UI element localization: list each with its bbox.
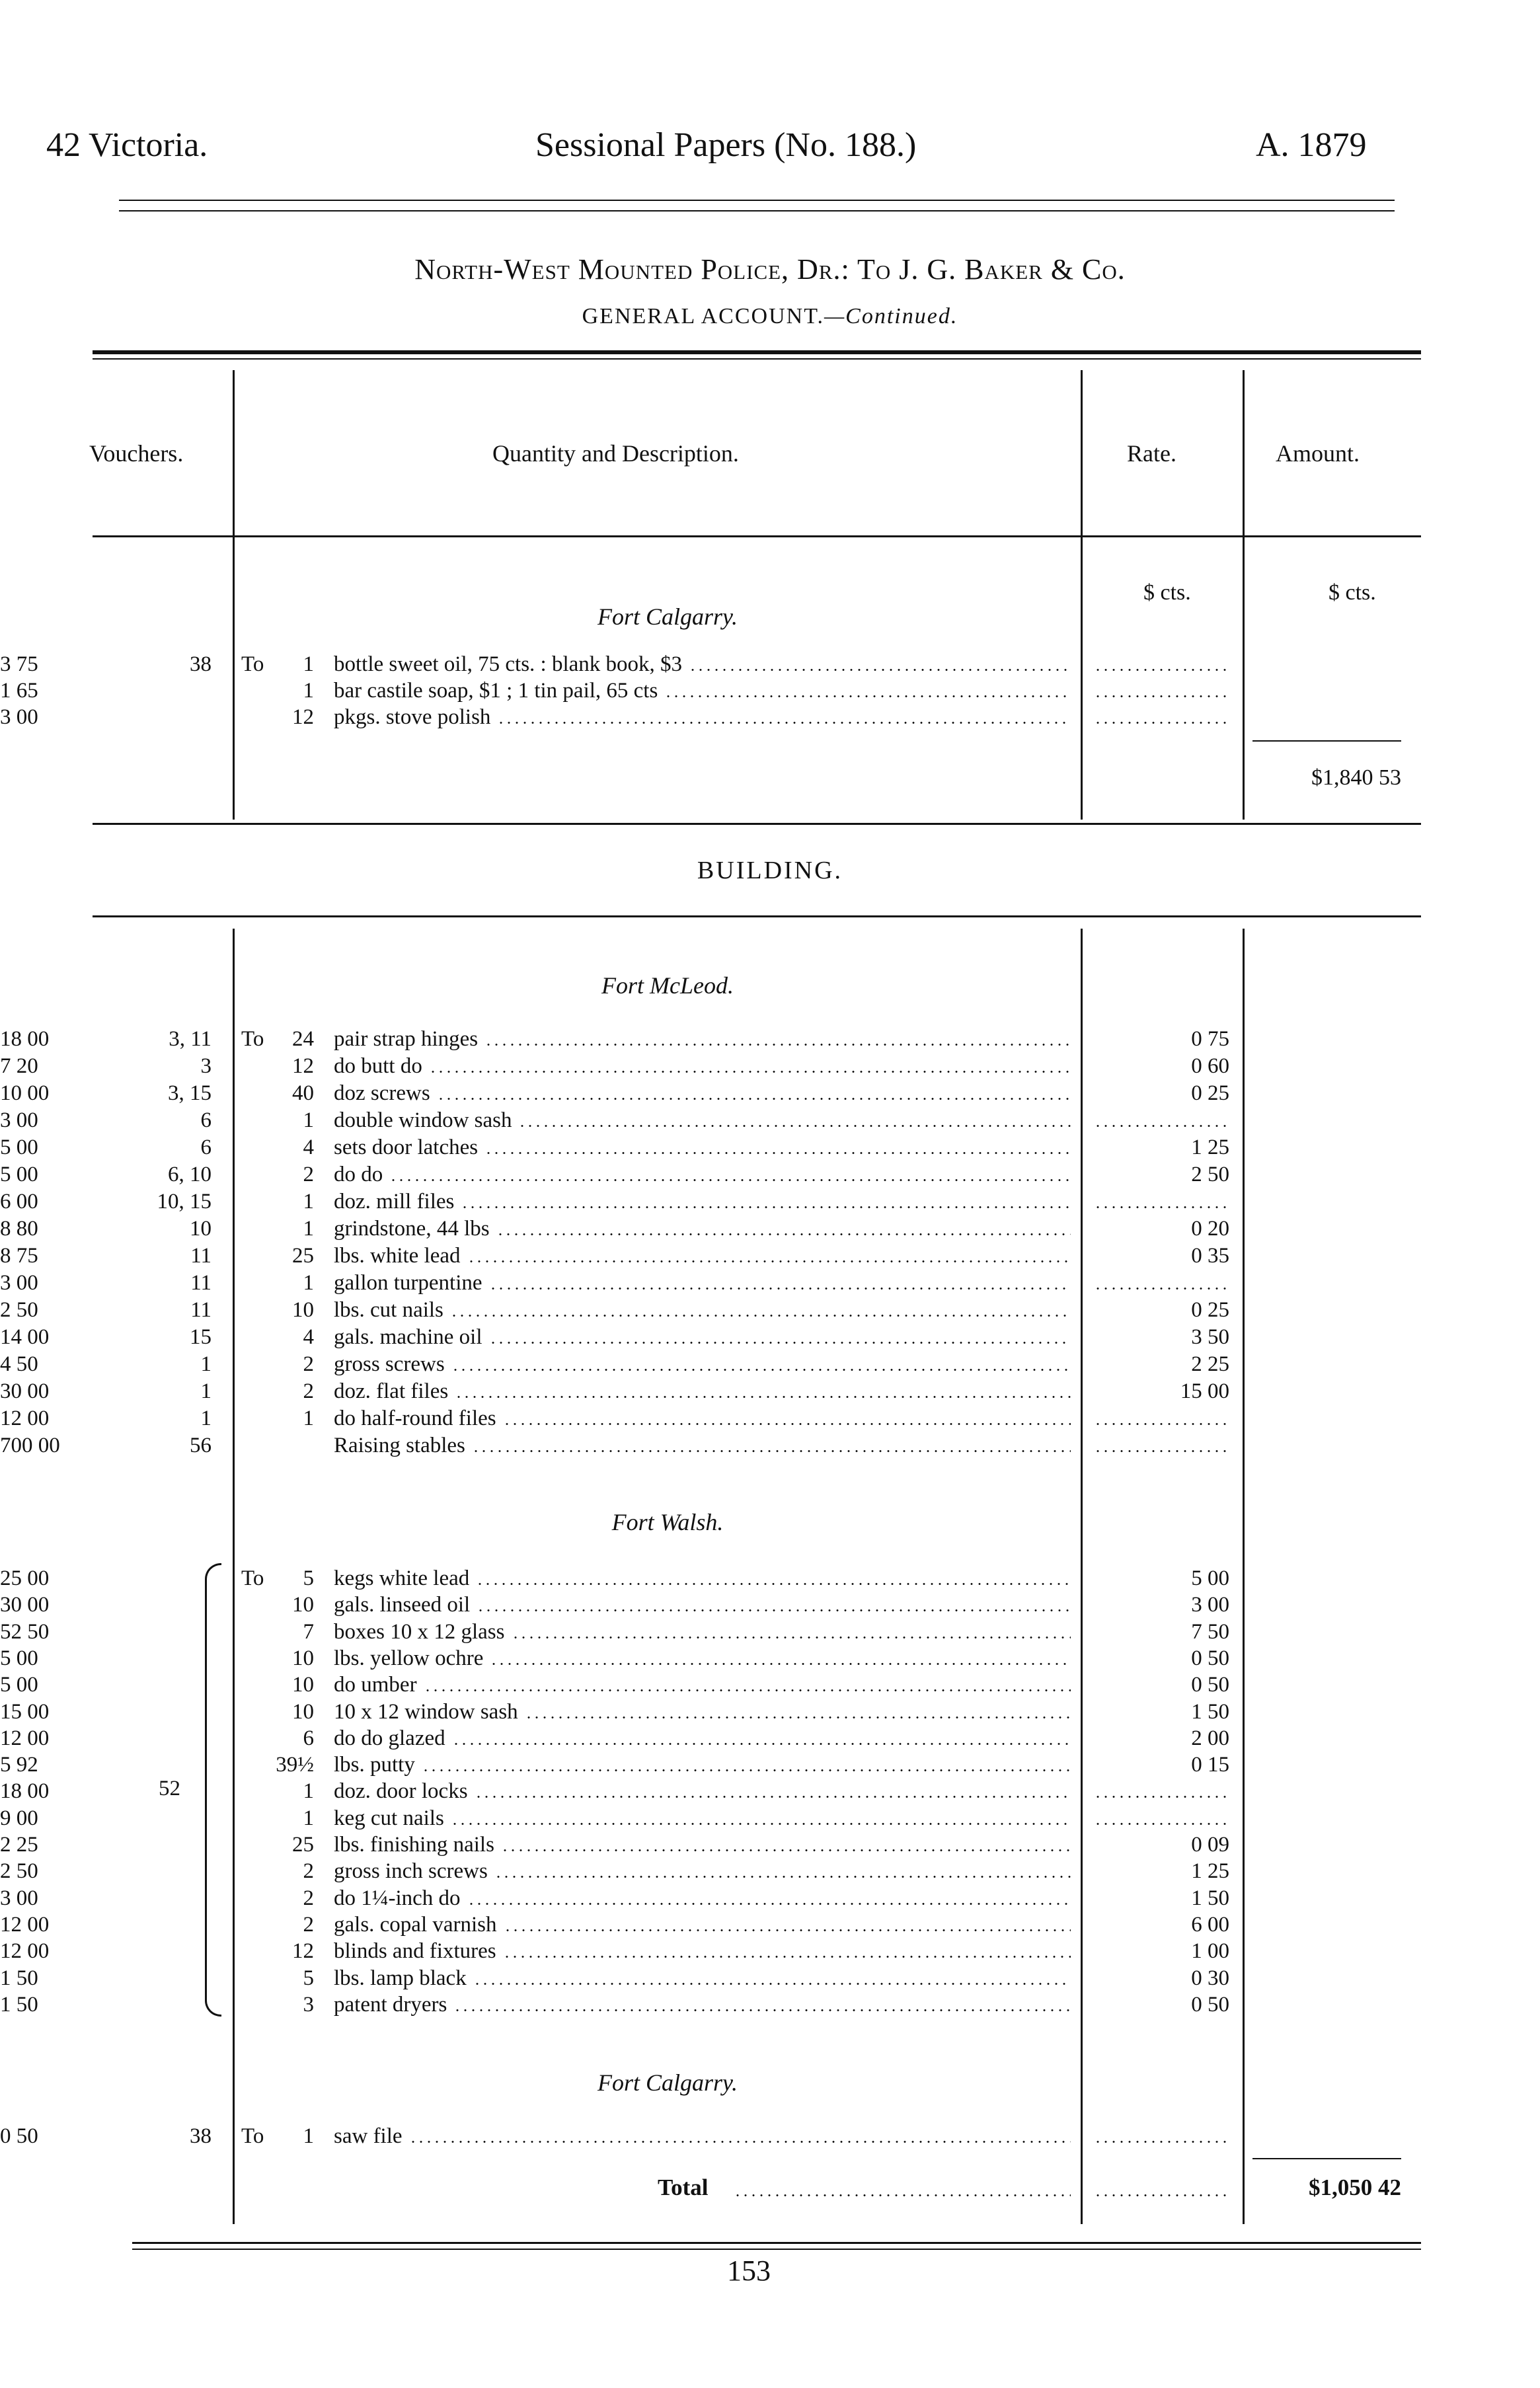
voucher-cell: 11 xyxy=(190,1244,212,1268)
quantity-cell: 12 xyxy=(292,1054,314,1078)
rate-cell: 15 00 xyxy=(1180,1379,1229,1403)
rate-cell: 1 00 xyxy=(1191,1939,1229,1964)
to-cell: To xyxy=(241,2124,264,2148)
to-cell: To xyxy=(241,652,264,676)
leader-dots xyxy=(484,1044,1071,1046)
rate-cell: 0 30 xyxy=(1191,1966,1229,1990)
description-cell: doz screws xyxy=(334,1081,430,1105)
table-row xyxy=(0,1885,1540,1911)
document-title: North-West Mounted Police, Dr.: To J. G. Baker & Co. xyxy=(414,253,1126,286)
description-cell: gals. copal varnish xyxy=(334,1912,497,1937)
rate-cell: 0 15 xyxy=(1191,1753,1229,1777)
description-cell: gross screws xyxy=(334,1352,445,1376)
rate-cell: 0 25 xyxy=(1191,1081,1229,1105)
header-right: A. 1879 xyxy=(1256,126,1367,164)
voucher-cell: 15 xyxy=(190,1325,212,1349)
leader-dots xyxy=(490,1663,1071,1665)
subtitle-suffix: —Continued. xyxy=(824,304,958,328)
rate-leader-dots xyxy=(1094,1823,1226,1825)
description-cell: kegs white lead xyxy=(334,1566,470,1590)
column-divider-1 xyxy=(233,370,235,820)
rate-cell: 7 50 xyxy=(1191,1619,1229,1644)
rate-cell: 1 50 xyxy=(1191,1699,1229,1724)
column-header-amount: Amount. xyxy=(1276,440,1360,467)
quantity-cell: 2 xyxy=(303,1163,314,1186)
column-header-rule xyxy=(93,535,1421,537)
voucher-cell: 10 xyxy=(190,1217,212,1241)
amount-cell: 5 00 xyxy=(0,1163,38,1186)
leader-dots xyxy=(437,1098,1071,1100)
rate-leader-dots xyxy=(1094,1288,1226,1290)
block1-place: Fort Calgarry. xyxy=(597,603,738,630)
rate-cell: 2 25 xyxy=(1191,1352,1229,1376)
block3-place: Fort Walsh. xyxy=(611,1509,724,1535)
amount-cell: 10 00 xyxy=(0,1081,50,1105)
voucher-cell: 38 xyxy=(190,652,212,676)
amount-cell: 25 00 xyxy=(0,1566,50,1590)
leader-dots xyxy=(518,1125,1071,1127)
amount-cell: 1 50 xyxy=(0,1966,38,1990)
description-cell: boxes 10 x 12 glass xyxy=(334,1619,505,1644)
amount-cell: 3 00 xyxy=(0,705,38,729)
table-top-rule-thick xyxy=(93,350,1421,354)
description-cell: do butt do xyxy=(334,1054,422,1078)
description-cell: gals. linseed oil xyxy=(334,1593,471,1617)
amount-cell: 3 75 xyxy=(0,652,38,676)
table-row xyxy=(0,1297,1540,1323)
quantity-cell: 10 xyxy=(292,1593,314,1617)
quantity-cell: 1 xyxy=(303,1217,314,1241)
leader-dots xyxy=(455,1396,1071,1398)
quantity-cell: 40 xyxy=(292,1081,314,1105)
description-cell: gals. machine oil xyxy=(334,1325,482,1349)
table-row xyxy=(0,1991,1540,2018)
table-row xyxy=(0,1107,1540,1134)
amount-cell: 5 92 xyxy=(0,1753,38,1777)
leader-dots xyxy=(452,1743,1071,1745)
grand-total: $1,050 42 xyxy=(1309,2175,1401,2200)
description-cell: lbs. white lead xyxy=(334,1244,461,1268)
voucher-cell: 6 xyxy=(200,1136,212,1159)
total-leader-dots xyxy=(734,2194,1071,2196)
quantity-cell: 5 xyxy=(303,1966,314,1990)
amount-cell: 2 50 xyxy=(0,1859,38,1884)
quantity-cell: 1 xyxy=(303,2124,314,2148)
quantity-cell: 12 xyxy=(292,705,314,729)
quantity-cell: 10 xyxy=(292,1298,314,1322)
table-row xyxy=(0,1188,1540,1215)
amount-cell: 0 50 xyxy=(0,2124,38,2148)
leader-dots xyxy=(484,1152,1071,1154)
amount-cell: 1 65 xyxy=(0,679,38,703)
quantity-cell: 10 xyxy=(292,1699,314,1724)
block3-voucher: 52 xyxy=(159,1777,180,1800)
table-top-rule-thin xyxy=(93,358,1421,360)
amount-cell: 15 00 xyxy=(0,1699,50,1724)
rate-cell: 0 50 xyxy=(1191,1673,1229,1697)
to-cell: To xyxy=(241,1027,264,1051)
column-header-description: Quantity and Description. xyxy=(492,440,739,467)
leader-dots xyxy=(389,1179,1071,1181)
header-center: Sessional Papers (No. 188.) xyxy=(535,126,917,164)
amount-cell: 18 00 xyxy=(0,1779,50,1804)
quantity-cell: 1 xyxy=(303,679,314,703)
amount-cell: 12 00 xyxy=(0,1406,50,1430)
quantity-cell: 2 xyxy=(303,1352,314,1376)
column-divider-3 xyxy=(1243,370,1245,820)
document-subtitle xyxy=(0,304,1540,329)
column-header-vouchers: Vouchers. xyxy=(89,440,184,467)
rate-cell: 1 25 xyxy=(1191,1136,1229,1159)
rate-cell: 1 25 xyxy=(1191,1859,1229,1884)
table-row xyxy=(0,1080,1540,1106)
footer-rule-2 xyxy=(132,2249,1421,2250)
block1-subtotal-rule xyxy=(1252,740,1401,742)
leader-dots xyxy=(664,695,1071,697)
amount-cell: 5 00 xyxy=(0,1136,38,1159)
leader-dots xyxy=(453,2009,1071,2011)
amount-cell: 30 00 xyxy=(0,1379,50,1403)
leader-dots xyxy=(512,1637,1071,1638)
voucher-cell: 11 xyxy=(190,1271,212,1295)
table-row xyxy=(0,1134,1540,1161)
block1-bottom-rule xyxy=(93,823,1421,825)
quantity-cell: 4 xyxy=(303,1325,314,1349)
rate-cell: 1 50 xyxy=(1191,1886,1229,1910)
rate-cell: 0 60 xyxy=(1191,1054,1229,1078)
quantity-cell: 25 xyxy=(292,1833,314,1857)
section-heading: BUILDING. xyxy=(697,857,843,884)
description-cell: saw file xyxy=(334,2124,403,2148)
amount-cell: 9 00 xyxy=(0,1806,38,1830)
rate-cell: 3 50 xyxy=(1191,1325,1229,1349)
header-left: 42 Victoria. xyxy=(46,126,208,164)
description-cell: sets door latches xyxy=(334,1136,479,1159)
amount-cell: 5 00 xyxy=(0,1673,38,1697)
amount-cell: 8 80 xyxy=(0,1217,38,1241)
rate-leader-dots xyxy=(1094,1423,1226,1425)
quantity-cell: 1 xyxy=(303,1779,314,1804)
quantity-cell: 1 xyxy=(303,1108,314,1132)
table-row xyxy=(0,1805,1540,1831)
description-cell: keg cut nails xyxy=(334,1806,444,1830)
quantity-cell: 7 xyxy=(303,1619,314,1644)
rate-cell: 0 35 xyxy=(1191,1244,1229,1268)
table-row xyxy=(0,1053,1540,1079)
amount-cell: 1 50 xyxy=(0,1992,38,2017)
quantity-cell: 39½ xyxy=(276,1753,314,1777)
amount-cell: 30 00 xyxy=(0,1593,50,1617)
table-row xyxy=(0,1565,1540,1592)
description-cell: gallon turpentine xyxy=(334,1271,482,1295)
table-row xyxy=(0,1858,1540,1884)
rate-cell: 0 75 xyxy=(1191,1027,1229,1051)
leader-dots xyxy=(504,1929,1071,1931)
leader-dots xyxy=(489,1342,1071,1344)
description-cell: bar castile soap, $1 ; 1 tin pail, 65 cts xyxy=(334,679,658,703)
rate-leader-dots xyxy=(1094,722,1226,724)
table-row xyxy=(0,1752,1540,1778)
leader-dots xyxy=(467,1903,1071,1905)
quantity-cell: 10 xyxy=(292,1646,314,1670)
leader-dots xyxy=(496,1233,1071,1235)
amount-cell: 52 50 xyxy=(0,1619,50,1644)
table-row xyxy=(0,1351,1540,1377)
amount-cell: 3 00 xyxy=(0,1271,38,1295)
table-row xyxy=(0,1215,1540,1242)
leader-dots xyxy=(473,1983,1071,1985)
description-cell: do do glazed xyxy=(334,1726,445,1750)
table-row xyxy=(0,1432,1540,1459)
table-row xyxy=(0,1619,1540,1645)
description-cell: lbs. finishing nails xyxy=(334,1833,494,1857)
description-cell: blinds and fixtures xyxy=(334,1939,496,1964)
quantity-cell: 24 xyxy=(292,1027,314,1051)
description-cell: pair strap hinges xyxy=(334,1027,479,1051)
leader-dots xyxy=(489,1288,1071,1290)
quantity-cell: 5 xyxy=(303,1566,314,1590)
column-divider-2 xyxy=(1081,370,1083,820)
amount-cell: 12 00 xyxy=(0,1939,50,1964)
leader-dots xyxy=(501,1849,1071,1851)
quantity-cell: 2 xyxy=(303,1379,314,1403)
table-row xyxy=(0,704,1540,730)
quantity-cell: 3 xyxy=(303,1992,314,2017)
quantity-cell: 1 xyxy=(303,1406,314,1430)
total-rule xyxy=(1252,2158,1401,2159)
leader-dots xyxy=(429,1071,1071,1073)
leader-dots xyxy=(409,2141,1071,2143)
description-cell: double window sash xyxy=(334,1108,512,1132)
block1-total: $1,840 53 xyxy=(1311,765,1401,790)
description-cell: do 1¼-inch do xyxy=(334,1886,461,1910)
description-cell: doz. flat files xyxy=(334,1379,449,1403)
voucher-cell: 6, 10 xyxy=(168,1163,212,1186)
table-row xyxy=(0,1911,1540,1938)
leader-dots xyxy=(689,669,1071,671)
table-row xyxy=(0,1270,1540,1296)
table-row xyxy=(0,1672,1540,1698)
description-cell: grindstone, 44 lbs xyxy=(334,1217,490,1241)
description-cell: do umber xyxy=(334,1673,417,1697)
leader-dots xyxy=(494,1876,1071,1878)
rate-leader-dots xyxy=(1094,669,1226,671)
table-row xyxy=(0,1378,1540,1405)
table-row xyxy=(0,677,1540,704)
header-rule-2 xyxy=(119,210,1395,212)
leader-dots xyxy=(477,1609,1071,1611)
table-row xyxy=(0,1161,1540,1188)
rate-cell: 2 50 xyxy=(1191,1163,1229,1186)
amount-cell: 2 50 xyxy=(0,1298,38,1322)
rate-cell: 6 00 xyxy=(1191,1912,1229,1937)
table-row xyxy=(0,1938,1540,1964)
description-cell: lbs. yellow ochre xyxy=(334,1646,484,1670)
voucher-cell: 56 xyxy=(190,1434,212,1457)
leader-dots xyxy=(503,1956,1071,1958)
amount-cell: 4 50 xyxy=(0,1352,38,1376)
amount-cell: 3 00 xyxy=(0,1108,38,1132)
table-row xyxy=(0,1324,1540,1350)
leader-dots xyxy=(497,722,1071,724)
description-cell: lbs. lamp black xyxy=(334,1966,467,1990)
quantity-cell: 2 xyxy=(303,1886,314,1910)
page-number: 153 xyxy=(727,2254,771,2287)
rate-cell: 5 00 xyxy=(1191,1566,1229,1590)
quantity-cell: 1 xyxy=(303,652,314,676)
quantity-cell: 2 xyxy=(303,1912,314,1937)
leader-dots xyxy=(525,1716,1071,1718)
quantity-cell: 4 xyxy=(303,1136,314,1159)
description-cell: gross inch screws xyxy=(334,1859,488,1884)
subtitle-main: GENERAL ACCOUNT. xyxy=(582,304,824,328)
description-cell: doz. door locks xyxy=(334,1779,468,1804)
rate-leader-dots xyxy=(1094,1796,1226,1798)
table-row xyxy=(0,1831,1540,1858)
rate-cell: 3 00 xyxy=(1191,1593,1229,1617)
description-cell: do half-round files xyxy=(334,1406,496,1430)
quantity-cell: 10 xyxy=(292,1673,314,1697)
leader-dots xyxy=(503,1423,1071,1425)
leader-dots xyxy=(422,1769,1071,1771)
voucher-cell: 3, 15 xyxy=(168,1081,212,1105)
leader-dots xyxy=(450,1315,1071,1317)
voucher-cell: 3, 11 xyxy=(169,1027,212,1051)
rate-leader-dots xyxy=(1094,1206,1226,1208)
rate-leader-dots xyxy=(1094,1450,1226,1452)
table-row xyxy=(0,1026,1540,1052)
leader-dots xyxy=(476,1583,1071,1585)
description-cell: patent dryers xyxy=(334,1992,447,2017)
description-cell: pkgs. stove polish xyxy=(334,705,491,729)
rate-cell: 0 50 xyxy=(1191,1992,1229,2017)
description-cell: 10 x 12 window sash xyxy=(334,1699,518,1724)
description-cell: bottle sweet oil, 75 cts. : blank book, $3 xyxy=(334,652,683,676)
amount-cell: 700 00 xyxy=(0,1434,60,1457)
amount-cell: 7 20 xyxy=(0,1054,38,1078)
quantity-cell: 1 xyxy=(303,1271,314,1295)
amount-cell: 12 00 xyxy=(0,1726,50,1750)
leader-dots xyxy=(467,1260,1071,1262)
rate-leader-dots xyxy=(1094,2141,1226,2143)
amount-cell: 5 00 xyxy=(0,1646,38,1670)
description-cell: doz. mill files xyxy=(334,1190,455,1213)
voucher-cell: 1 xyxy=(200,1406,212,1430)
amount-cell: 6 00 xyxy=(0,1190,38,1213)
amount-units: $ cts. xyxy=(1328,580,1376,605)
rate-cell: 2 00 xyxy=(1191,1726,1229,1750)
table-row xyxy=(0,1725,1540,1752)
amount-cell: 12 00 xyxy=(0,1912,50,1937)
voucher-cell: 1 xyxy=(200,1352,212,1376)
leader-dots xyxy=(451,1369,1071,1371)
quantity-cell: 12 xyxy=(292,1939,314,1964)
leader-dots xyxy=(472,1450,1071,1452)
table-row xyxy=(0,1243,1540,1269)
rate-cell: 0 25 xyxy=(1191,1298,1229,1322)
footer-rule-1 xyxy=(132,2242,1421,2244)
rate-leader-dots xyxy=(1094,1125,1226,1127)
leader-dots xyxy=(451,1823,1071,1825)
table-row xyxy=(0,1699,1540,1725)
rate-leader-dots xyxy=(1094,695,1226,697)
leader-dots xyxy=(475,1796,1071,1798)
table-row xyxy=(0,1592,1540,1618)
rate-cell: 0 09 xyxy=(1191,1833,1229,1857)
amount-cell: 2 25 xyxy=(0,1833,38,1857)
amount-cell: 18 00 xyxy=(0,1027,50,1051)
quantity-cell: 2 xyxy=(303,1859,314,1884)
description-cell: lbs. putty xyxy=(334,1753,415,1777)
voucher-cell: 38 xyxy=(190,2124,212,2148)
table-row xyxy=(0,1778,1540,1804)
description-cell: Raising stables xyxy=(334,1434,465,1457)
block2-place: Fort McLeod. xyxy=(601,972,734,999)
section-rule xyxy=(93,915,1421,917)
column-header-rate: Rate. xyxy=(1127,440,1176,467)
amount-cell: 3 00 xyxy=(0,1886,38,1910)
leader-dots xyxy=(461,1206,1071,1208)
rate-cell: 0 20 xyxy=(1191,1217,1229,1241)
total-rate-dots xyxy=(1094,2194,1226,2196)
block4-place: Fort Calgarry. xyxy=(597,2069,738,2096)
description-cell: do do xyxy=(334,1163,383,1186)
amount-cell: 14 00 xyxy=(0,1325,50,1349)
rate-units: $ cts. xyxy=(1143,580,1191,605)
table-row xyxy=(0,1645,1540,1672)
total-label: Total xyxy=(658,2175,709,2200)
voucher-cell: 3 xyxy=(200,1054,212,1078)
voucher-cell: 6 xyxy=(200,1108,212,1132)
description-cell: lbs. cut nails xyxy=(334,1298,443,1322)
table-row xyxy=(0,1405,1540,1432)
table-row xyxy=(0,2123,1540,2149)
quantity-cell: 25 xyxy=(292,1244,314,1268)
quantity-cell: 6 xyxy=(303,1726,314,1750)
voucher-cell: 1 xyxy=(200,1379,212,1403)
header-rule-1 xyxy=(119,200,1395,201)
quantity-cell: 1 xyxy=(303,1806,314,1830)
leader-dots xyxy=(424,1689,1071,1691)
amount-cell: 8 75 xyxy=(0,1244,38,1268)
quantity-cell: 1 xyxy=(303,1190,314,1213)
rate-cell: 0 50 xyxy=(1191,1646,1229,1670)
table-row xyxy=(0,1965,1540,1991)
table-row xyxy=(0,651,1540,677)
voucher-cell: 11 xyxy=(190,1298,212,1322)
to-cell: To xyxy=(241,1566,264,1590)
voucher-cell: 10, 15 xyxy=(157,1190,212,1213)
